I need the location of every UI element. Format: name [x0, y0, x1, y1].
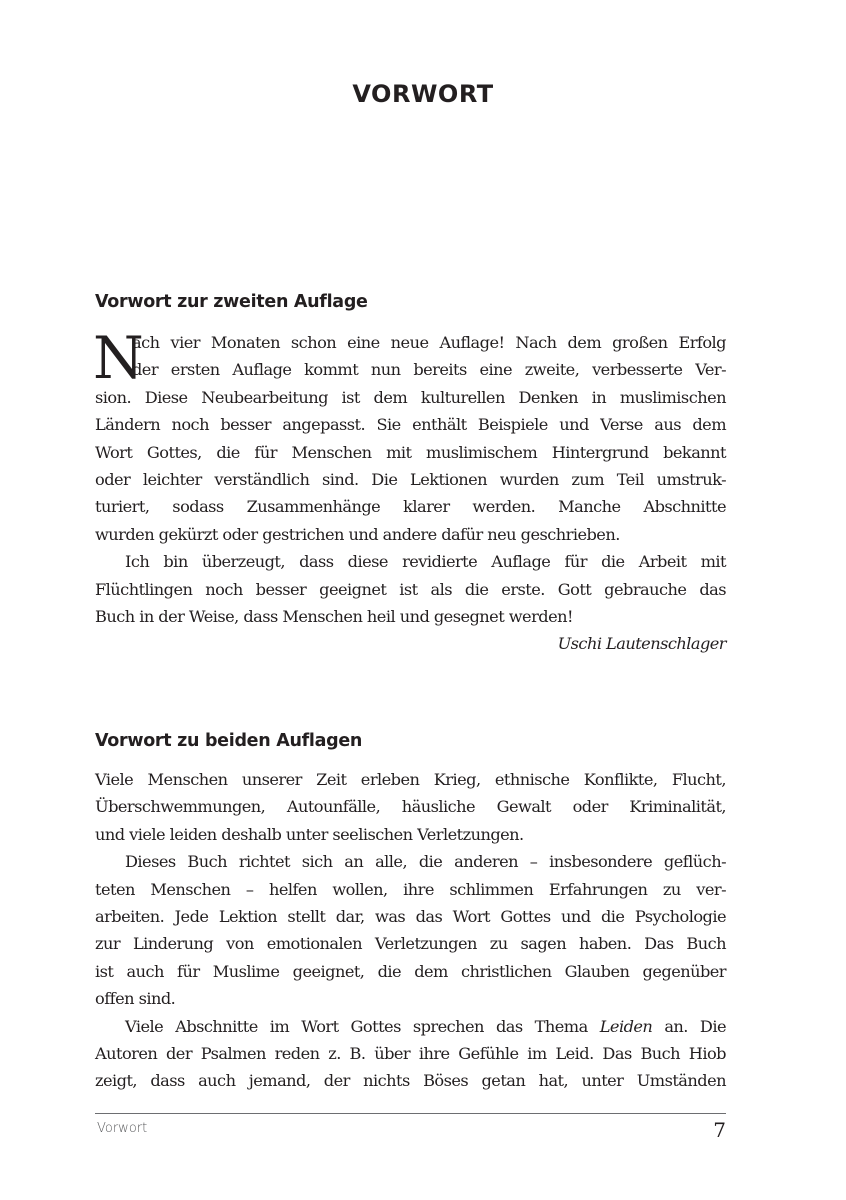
- text-line: Ich bin überzeugt, dass diese revidierte Auflage für die Arbeit mit: [125, 552, 726, 572]
- text-line: und viele leiden deshalb unter seelischen Verletzungen.: [95, 824, 524, 844]
- text-line: teten Menschen – helfen wollen, ihre schlimmen Erfahrungen zu ver-: [95, 879, 726, 899]
- text-line: offen sind.: [95, 989, 176, 1009]
- text-line: [95, 1013, 726, 1040]
- text-line: Flüchtlingen noch besser geeignet ist als die erste. Gott gebrauche das: [95, 579, 726, 599]
- text-line: Buch in der Weise, dass Menschen heil und gesegnet werden!: [95, 606, 573, 626]
- text-line: oder leichter verständlich sind. Die Lektionen wurden zum Teil umstruk-: [95, 469, 726, 489]
- paragraph: [95, 848, 726, 1012]
- text-line: Autoren der Psalmen reden z. B. über ihre Gefühle im Leid. Das Buch Hiob: [95, 1043, 726, 1063]
- text-line: ach vier Monaten schon eine neue Auflage! Nach dem großen Erfolg: [132, 333, 726, 352]
- text-line: turiert, sodass Zusammenhänge klarer werden. Manche Abschnitte: [95, 497, 726, 517]
- text-line: Viele Menschen unserer Zeit erleben Krieg, ethnische Konflikte, Flucht,: [95, 770, 726, 789]
- author-signature: Uschi Lautenschlager: [557, 634, 726, 654]
- section-heading-second-edition: Vorwort zur zweiten Auflage: [95, 292, 368, 312]
- footer-divider: [95, 1113, 726, 1114]
- running-footer: Vorwort: [97, 1121, 148, 1136]
- paragraph: [95, 548, 726, 630]
- text-line: zur Linderung von emotionalen Verletzungen zu sagen haben. Das Buch: [95, 934, 726, 954]
- text-line: Ländern noch besser angepasst. Sie enthält Beispiele und Verse aus dem: [95, 415, 726, 435]
- paragraph: [95, 1013, 726, 1095]
- text-line: Überschwemmungen, Autounfälle, häusliche Gewalt oder Kriminalität,: [95, 797, 726, 817]
- text-line: Wort Gottes, die für Menschen mit muslimischem Hintergrund bekannt: [95, 442, 726, 462]
- section-both-editions-body: [95, 766, 726, 1095]
- emphasis-text: Leiden: [599, 1016, 653, 1036]
- paragraph: [93, 324, 726, 548]
- section-second-edition-body: [93, 324, 726, 658]
- text-line: arbeiten. Jede Lektion stellt dar, was das Wort Gottes und die Psychologie: [95, 906, 726, 926]
- text-run: Viele Abschnitte im Wort Gottes sprechen das Thema: [125, 1016, 600, 1036]
- text-run: an. Die: [652, 1016, 726, 1036]
- dropcap-letter: N: [93, 324, 144, 392]
- section-heading-both-editions: Vorwort zu beiden Auflagen: [95, 731, 363, 751]
- text-line: sion. Diese Neubearbeitung ist dem kulturellen Denken in muslimischen: [95, 387, 726, 407]
- text-line: wurden gekürzt oder gestrichen und andere dafür neu geschrieben.: [95, 524, 620, 544]
- text-line: der ersten Auflage kommt nun bereits eine zweite, verbesserte Ver-: [132, 360, 726, 380]
- text-line: ist auch für Muslime geeignet, die dem christlichen Glauben gegenüber: [95, 961, 726, 981]
- paragraph: [95, 766, 726, 848]
- page-title: VORWORT: [352, 80, 494, 108]
- page-number: 7: [713, 1118, 726, 1142]
- text-line: zeigt, dass auch jemand, der nichts Böses getan hat, unter Umständen: [95, 1071, 726, 1091]
- text-line: Dieses Buch richtet sich an alle, die anderen – insbesondere geflüch-: [125, 852, 726, 872]
